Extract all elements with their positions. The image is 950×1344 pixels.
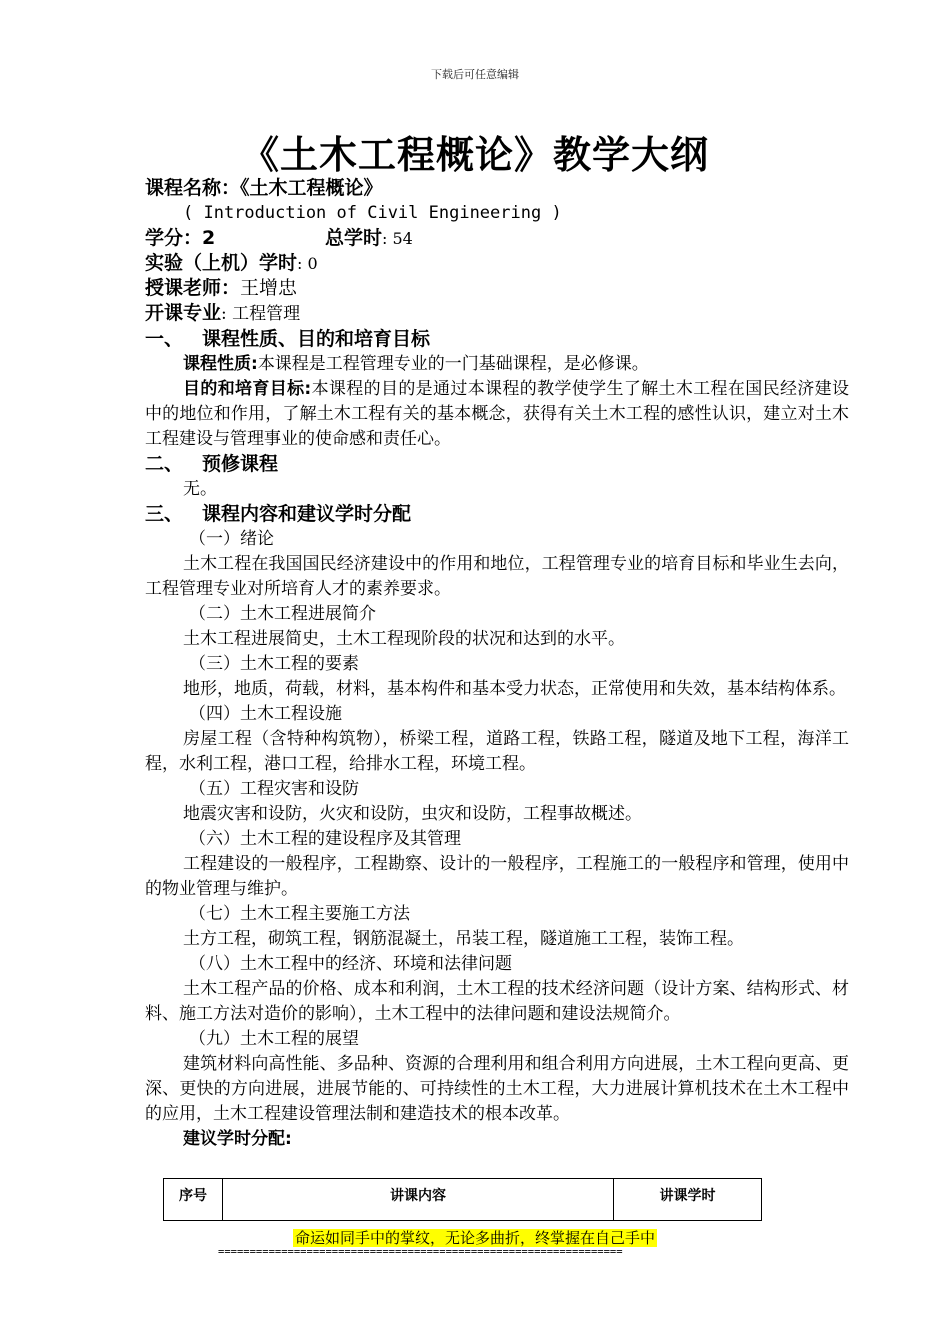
lab-hours-value: : 0 bbox=[297, 254, 318, 273]
topic-text: 工程建设的一般程序，工程勘察、设计的一般程序，工程施工的一般程序和管理，使用中的物业管理与维护。 bbox=[145, 854, 849, 899]
teacher-value: 王增忠 bbox=[240, 277, 298, 299]
topic-heading: （四）土木工程设施 bbox=[189, 704, 342, 724]
course-nature-text: 本课程是工程管理专业的一门基础课程，是必修课。 bbox=[257, 354, 649, 374]
prerequisite-text: 无。 bbox=[183, 479, 217, 499]
credits-value: 2 bbox=[202, 227, 216, 249]
table-header-row bbox=[164, 1179, 762, 1221]
table-header-cell: 讲课学时 bbox=[614, 1179, 762, 1221]
total-hours-value: : 54 bbox=[382, 229, 413, 248]
section-3-heading bbox=[145, 502, 849, 527]
topic-heading: （二）土木工程进展简介 bbox=[189, 604, 376, 624]
topic-text: 地震灾害和设防，火灾和设防，虫灾和设防，工程事故概述。 bbox=[183, 804, 642, 824]
section-1-heading bbox=[145, 327, 849, 352]
course-goal-label: 目的和培育目标: bbox=[183, 379, 312, 399]
credits-line bbox=[145, 226, 849, 251]
english-name: ( Introduction of Civil Engineering ) bbox=[183, 203, 562, 223]
course-name-label: 课程名称： bbox=[145, 177, 241, 199]
document-title: 《土木工程概论》教学大纲 bbox=[240, 133, 709, 177]
document-body bbox=[145, 176, 849, 1152]
major-label: 开课专业 bbox=[145, 302, 222, 324]
major-value: : 工程管理 bbox=[221, 304, 301, 324]
course-goal bbox=[145, 377, 849, 452]
table-header-cell: 序号 bbox=[164, 1179, 223, 1221]
section-1-title: 课程性质、目的和培育目标 bbox=[202, 328, 431, 350]
footer-motto bbox=[0, 1227, 950, 1248]
course-goal-text: 本课程的目的是通过本课程的教学使学生了解土木工程在国民经济建设中的地位和作用，了解土木工程有关的基本概念，获得有关土木工程的感性认识，建立对土木工程建设与管理事业的使命感和责任心。 bbox=[145, 379, 849, 449]
course-nature bbox=[145, 352, 849, 377]
footer-motto-text: 命运如同手中的掌纹，无论多曲折，终掌握在自己手中 bbox=[294, 1229, 655, 1247]
teacher-line bbox=[145, 276, 849, 301]
topic-text: 土木工程在我国国民经济建设中的作用和地位，工程管理专业的培育目标和毕业生去向，工程管理专业对所培育人才的素养要求。 bbox=[145, 554, 849, 599]
topic-heading: （九）土木工程的展望 bbox=[189, 1029, 359, 1049]
topic-heading: （五）工程灾害和设防 bbox=[189, 779, 359, 799]
major-line bbox=[145, 301, 849, 327]
topic-heading: （三）土木工程的要素 bbox=[189, 654, 359, 674]
section-2-number: 二、 bbox=[145, 453, 184, 475]
topic-heading: （八）土木工程中的经济、环境和法律问题 bbox=[189, 954, 512, 974]
course-name-line bbox=[145, 176, 849, 201]
topic-heading: （一）绪论 bbox=[189, 529, 274, 549]
header-note: 下载后可任意编辑 bbox=[431, 68, 519, 81]
footer-rule: ================================================================ bbox=[218, 1246, 623, 1258]
lab-hours-line bbox=[145, 251, 849, 276]
section-1-number: 一、 bbox=[145, 328, 184, 350]
topic-heading: （六）土木工程的建设程序及其管理 bbox=[189, 829, 461, 849]
section-3-title: 课程内容和建议学时分配 bbox=[202, 503, 412, 525]
lab-hours-label: 实验（上机）学时 bbox=[145, 252, 298, 274]
topic-text: 土方工程，砌筑工程，钢筋混凝土，吊装工程，隧道施工工程，装饰工程。 bbox=[183, 929, 744, 949]
hours-allocation-table bbox=[163, 1178, 762, 1221]
table-header-cell: 讲课内容 bbox=[223, 1179, 614, 1221]
section-2-title: 预修课程 bbox=[202, 453, 279, 475]
credits-label: 学分： bbox=[145, 227, 203, 249]
section-3-number: 三、 bbox=[145, 503, 184, 525]
topic-text: 房屋工程（含特种构筑物），桥梁工程，道路工程，铁路工程，隧道及地下工程，海洋工程，水利工程，港口工程，给排水工程，环境工程。 bbox=[145, 729, 849, 774]
topic-text: 地形，地质，荷载，材料，基本构件和基本受力状态，正常使用和失效，基本结构体系。 bbox=[183, 679, 846, 699]
hours-allocation-label: 建议学时分配: bbox=[183, 1129, 292, 1149]
teacher-label: 授课老师： bbox=[145, 277, 241, 299]
course-name-value: 《土木工程概论》 bbox=[240, 177, 383, 199]
section-2-heading bbox=[145, 452, 849, 477]
topic-text: 土木工程进展简史，土木工程现阶段的状况和达到的水平。 bbox=[183, 629, 625, 649]
topic-text: 土木工程产品的价格、成本和利润，土木工程的技术经济问题（设计方案、结构形式、材料、施工方法对造价的影响），土木工程中的法律问题和建设法规简介。 bbox=[145, 979, 849, 1024]
topic-heading: （七）土木工程主要施工方法 bbox=[189, 904, 410, 924]
total-hours-label: 总学时 bbox=[325, 227, 383, 249]
topic-text: 建筑材料向高性能、多品种、资源的合理利用和组合利用方向进展，土木工程向更高、更深、更快的方向进展，进展节能的、可持续性的土木工程，大力进展计算机技术在土木工程中的应用，土木工程建设管理法制和建造技术的根本改革。 bbox=[145, 1054, 849, 1124]
course-nature-label: 课程性质: bbox=[183, 354, 258, 374]
